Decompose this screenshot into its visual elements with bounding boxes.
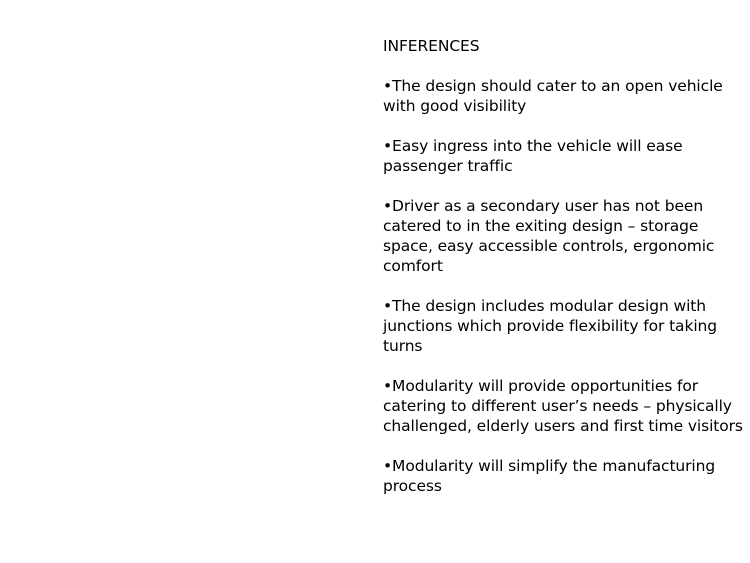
bullet-item: •The design should cater to an open vehicle with good visibility (383, 77, 723, 115)
slide-title: INFERENCES (383, 37, 480, 55)
inferences-text-block (383, 36, 743, 516)
bullet-item: •Driver as a secondary user has not been catered to in the exiting design – storage space, easy accessible controls, ergonomic comfort (383, 197, 715, 275)
bullet-item: •Easy ingress into the vehicle will ease passenger traffic (383, 137, 683, 175)
bullet-item: •The design includes modular design with junctions which provide flexibility for taking turns (383, 297, 717, 355)
bullet-item: •Modularity will simplify the manufacturing process (383, 457, 716, 495)
bullet-item: •Modularity will provide opportunities for catering to different user’s needs – physically challenged, elderly users and first time visitors (383, 377, 743, 435)
